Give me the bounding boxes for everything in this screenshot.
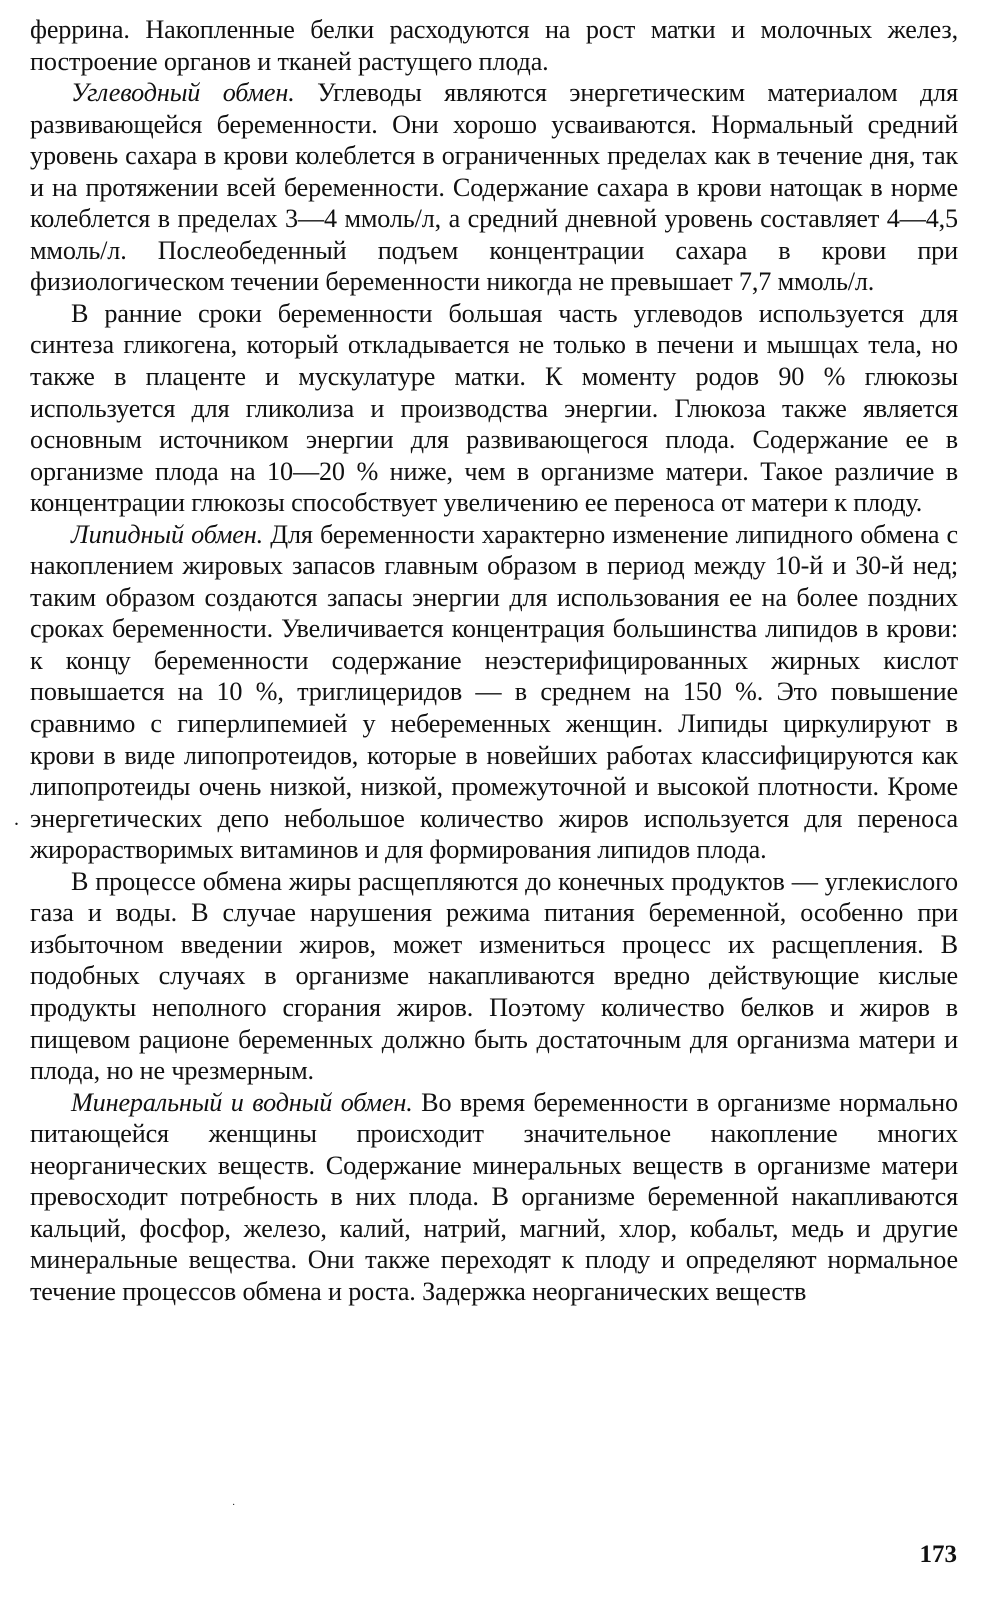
paragraph-text: В процессе обмена жиры расщепляются до конечных продуктов — углекислого газа и воды. В случае нарушения режима питания беременной, особенно при избыточном введении жиров, может измениться процесс их расщепления. В подобных случаях в организме накапливаются вредно действующие кислые продукты неполного сгорания жиров. Поэтому количество белков и жиров в пищевом рационе беременных должно быть достаточным для организма матери и плода, но не чрезмерным.: [30, 866, 958, 1086]
section-heading-carbohydrate: Углеводный обмен.: [71, 78, 295, 108]
page-number: 173: [919, 1541, 957, 1568]
body-text: [30, 14, 958, 1307]
paragraph-text: Во время беременности в организме нормально питающейся женщины происходит значительное накопление многих неорганических веществ. Содержание минеральных веществ в организме матери превосходит потребность в них плода. В организме беременной накапливаются кальций, фосфор, железо, калий, натрий, магний, хлор, кобальт, медь и другие минеральные вещества. Они также переходят к плоду и определяют нормальное течение процессов обмена и роста. Задержка неорганических веществ: [30, 1087, 958, 1306]
paragraph-glycogen: [30, 298, 958, 519]
scan-mark: ·: [232, 1500, 236, 1511]
paragraph-fat-breakdown: [30, 866, 958, 1087]
paragraph-carbohydrate-metabolism: [30, 77, 958, 298]
paragraph-proteins-continuation: [30, 14, 958, 77]
paragraph-text: В ранние сроки беременности большая часть углеводов используется для синтеза гликогена, который откладывается не только в печени и мышцах тела, но также в плаценте и мускулатуре матки. К моменту родов 90 % глюкозы используется для гликолиза и производства энергии. Глюкоза также является основным источником энергии для развивающегося плода. Содержание ее в организме плода на 10—20 % ниже, чем в организме матери. Такое различие в концентрации глюкозы способствует увеличению ее переноса от матери к плоду.: [30, 298, 958, 518]
paragraph-text: Для беременности характерно изменение липидного обмена с накоплением жировых запасов главным образом в период между 10-й и 30-й нед; таким образом создаются запасы энергии для использования ее на более поздних сроках беременности. Увеличивается концентрация большинства липидов в крови: к концу беременности содержание неэстерифицированных жирных кислот повышается на 10 %, триглицеридов — в среднем на 150 %. Это повышение сравнимо с гиперлипемией у небеременных женщин. Липиды циркулируют в крови в виде липопротеидов, которые в новейших работах классифицируются как липопротеиды очень низкой, низкой, промежуточной и высокой плотности. Кроме энергетических депо небольшое количество жиров используется для переноса жирорастворимых витаминов и для формирования липидов плода.: [30, 519, 958, 865]
paragraph-text: феррина. Накопленные белки расходуются на рост матки и молочных желез, построение органов и тканей растущего плода.: [30, 15, 958, 76]
section-heading-lipid: Липидный обмен.: [71, 519, 264, 549]
paragraph-text: Углеводы являются энергетическим материалом для развивающейся беременности. Они хорошо усваиваются. Нормальный средний уровень сахара в крови колеблется в ограниченных пределах как в течение дня, так и на протяжении всей беременности. Содержание сахара в крови натощак в норме колеблется в пределах 3—4 ммоль/л, а средний дневной уровень составляет 4—4,5 ммоль/л. Послеобеденный подъем концентрации сахара в крови при физиологическом течении беременности никогда не превышает 7,7 ммоль/л.: [30, 78, 958, 297]
margin-mark: .: [14, 808, 19, 830]
section-heading-mineral: Минеральный и водный обмен.: [71, 1087, 413, 1117]
paragraph-lipid-metabolism: [30, 519, 958, 866]
paragraph-mineral-water-metabolism: [30, 1087, 958, 1308]
